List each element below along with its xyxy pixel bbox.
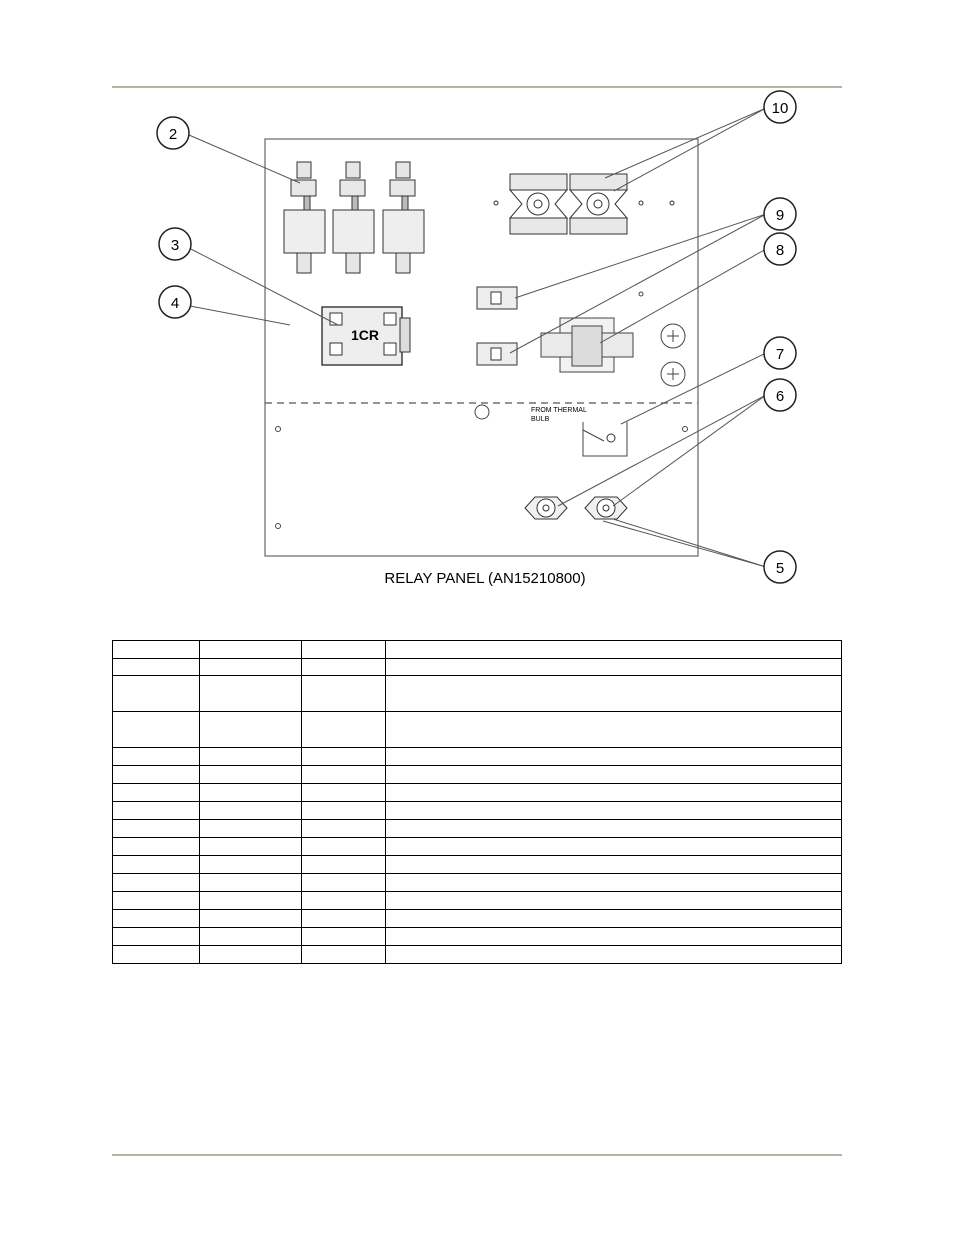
table-cell [113, 946, 200, 964]
terminal-block-1 [477, 287, 517, 309]
header-rule [112, 86, 842, 88]
table-cell [302, 892, 386, 910]
table-cell [113, 766, 200, 784]
footer-rule [112, 1154, 842, 1156]
table-cell [302, 802, 386, 820]
table-cell [113, 838, 200, 856]
svg-text:6: 6 [775, 388, 785, 405]
table-cell [386, 784, 842, 802]
table-cell [200, 856, 302, 874]
table-row [113, 766, 842, 784]
table-cell [113, 874, 200, 892]
table-cell [113, 928, 200, 946]
table-row [113, 659, 842, 676]
table-cell [200, 838, 302, 856]
table-cell [386, 838, 842, 856]
table-cell [386, 659, 842, 676]
table-row [113, 676, 842, 712]
table-row [113, 910, 842, 928]
callout-8 [764, 233, 796, 265]
parts-table [112, 640, 842, 964]
relay-1cr [322, 307, 410, 365]
table-cell [302, 874, 386, 892]
terminal-block-2 [477, 343, 517, 365]
callout-2 [157, 117, 189, 149]
table-cell [200, 659, 302, 676]
callout-6 [764, 379, 796, 411]
callout-9 [764, 198, 796, 230]
table-cell [200, 641, 302, 659]
table-row [113, 748, 842, 766]
table-cell [200, 748, 302, 766]
table-cell [113, 856, 200, 874]
table-row [113, 928, 842, 946]
table-cell [386, 641, 842, 659]
table-row [113, 820, 842, 838]
table-cell [200, 820, 302, 838]
table-cell [113, 659, 200, 676]
table-cell [200, 802, 302, 820]
table-cell [113, 910, 200, 928]
table-cell [386, 802, 842, 820]
table-row [113, 856, 842, 874]
table-cell [302, 748, 386, 766]
table-cell [302, 712, 386, 748]
table-cell [302, 676, 386, 712]
table-row [113, 641, 842, 659]
table-row [113, 784, 842, 802]
table-row [113, 892, 842, 910]
table-cell [386, 946, 842, 964]
table-cell [113, 892, 200, 910]
table-row [113, 946, 842, 964]
figure-caption: RELAY PANEL (AN15210800) [384, 570, 586, 587]
table-cell [200, 874, 302, 892]
table-cell [200, 784, 302, 802]
table-cell [113, 820, 200, 838]
table-cell [386, 712, 842, 748]
table-row [113, 712, 842, 748]
table-cell [386, 892, 842, 910]
thermal-label-2: BULB [531, 416, 550, 423]
table-cell [302, 910, 386, 928]
svg-text:9: 9 [775, 207, 785, 224]
table-cell [113, 784, 200, 802]
knockout-2 [661, 362, 685, 386]
relay-panel-diagram [150, 90, 810, 600]
table-cell [302, 641, 386, 659]
table-cell [113, 802, 200, 820]
table-cell [113, 712, 200, 748]
callout-10 [764, 91, 796, 123]
callout-7 [764, 337, 796, 369]
table-cell [200, 892, 302, 910]
svg-text:2: 2 [168, 126, 178, 143]
table-cell [113, 676, 200, 712]
mount-hole [475, 405, 489, 419]
table-row [113, 838, 842, 856]
table-cell [200, 712, 302, 748]
table-cell [302, 820, 386, 838]
relay-label: 1CR [351, 327, 380, 343]
table-cell [386, 874, 842, 892]
svg-text:7: 7 [775, 346, 785, 363]
table-cell [386, 820, 842, 838]
table-cell [200, 928, 302, 946]
table-cell [386, 676, 842, 712]
table-cell [302, 784, 386, 802]
callout-3 [159, 228, 191, 260]
svg-text:3: 3 [170, 237, 180, 254]
table-cell [386, 766, 842, 784]
callout-5 [764, 551, 796, 583]
svg-text:4: 4 [170, 295, 180, 312]
callout-4 [159, 286, 191, 318]
table-cell [302, 928, 386, 946]
svg-text:8: 8 [775, 242, 785, 259]
table-row [113, 802, 842, 820]
thermal-label-1: FROM THERMAL [531, 407, 587, 414]
table-cell [386, 856, 842, 874]
table-cell [302, 946, 386, 964]
table-cell [113, 641, 200, 659]
table-cell [200, 676, 302, 712]
table-cell [386, 928, 842, 946]
svg-text:10: 10 [771, 100, 789, 117]
table-cell [302, 856, 386, 874]
table-cell [386, 910, 842, 928]
svg-text:5: 5 [775, 560, 785, 577]
table-row [113, 874, 842, 892]
table-cell [302, 838, 386, 856]
table-cell [200, 946, 302, 964]
table-cell [113, 748, 200, 766]
table-cell [302, 766, 386, 784]
table-cell [200, 766, 302, 784]
knockout-1 [661, 324, 685, 348]
table-cell [302, 659, 386, 676]
table-cell [386, 748, 842, 766]
table-cell [200, 910, 302, 928]
